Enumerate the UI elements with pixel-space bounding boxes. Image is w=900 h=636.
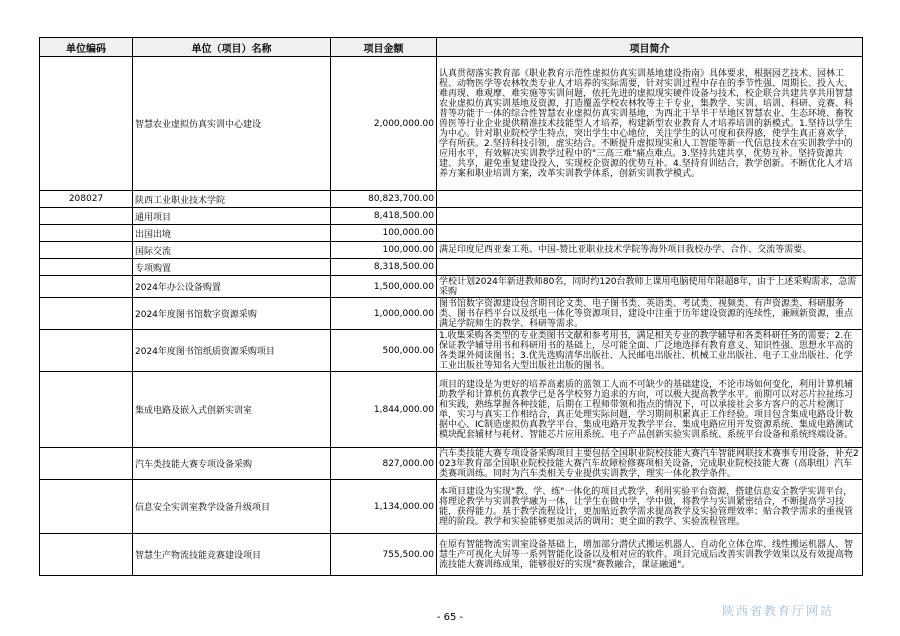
- cell-name: 出国出境: [133, 225, 331, 242]
- header-amount: 项目金额: [331, 38, 437, 57]
- cell-description: [437, 225, 863, 242]
- cell-code: [40, 330, 133, 372]
- table-row: [40, 448, 863, 480]
- cell-code: [40, 208, 133, 225]
- cell-description: [437, 259, 863, 276]
- cell-amount: 1,844,000.00: [331, 372, 437, 448]
- table-row: [40, 330, 863, 372]
- table-row: [40, 225, 863, 242]
- cell-name: 信息安全实训室教学设备升级项目: [133, 480, 331, 534]
- cell-name: 国际交流: [133, 242, 331, 259]
- cell-code: [40, 534, 133, 576]
- cell-amount: 500,000.00: [331, 330, 437, 372]
- cell-name: 智慧农业虚拟仿真实训中心建设: [133, 57, 331, 191]
- table-row: [40, 276, 863, 298]
- cell-amount: 8,318,500.00: [331, 259, 437, 276]
- cell-description: 学校计划2024年新进教师80名，同时约120台教师上课用电脑使用年限超8年，由于上述采购需求，急需采购: [437, 276, 863, 298]
- cell-description: [437, 208, 863, 225]
- cell-code: [40, 242, 133, 259]
- cell-name: 专项购置: [133, 259, 331, 276]
- cell-code: [40, 259, 133, 276]
- budget-table: [39, 37, 863, 576]
- cell-name: 2024年办公设备购置: [133, 276, 331, 298]
- cell-name: 2024年度图书馆数字资源采购: [133, 298, 331, 330]
- header-name: 单位（项目）名称: [133, 38, 331, 57]
- cell-name: 2024年度图书馆纸质资源采购项目: [133, 330, 331, 372]
- cell-name: 智慧生产物流技能竞赛建设项目: [133, 534, 331, 576]
- page-number: - 65 -: [436, 612, 464, 623]
- cell-code: [40, 276, 133, 298]
- cell-code: [40, 298, 133, 330]
- cell-code: [40, 448, 133, 480]
- cell-amount: 100,000.00: [331, 242, 437, 259]
- table-row: [40, 480, 863, 534]
- table-row: [40, 191, 863, 208]
- cell-description: 满足印度尼西亚秦工苑、中国-赞比亚职业技术学院等海外项目我校办学、合作、交流等需要。: [437, 242, 863, 259]
- cell-code: [40, 372, 133, 448]
- cell-code: [40, 57, 133, 191]
- cell-description: 汽车类技能大赛专项设备采购项目主要包括全国职业院校技能大赛汽车智能网联技术赛事专用设备，补充2023年教育部全国职业院校技能大赛汽车故障检修赛项相关设备，完成职业院校技能大赛（高职组）汽车类赛项训练。同时为汽车类相关专业提供实训教学，理实一体化教学条件。: [437, 448, 863, 480]
- table-row: [40, 372, 863, 448]
- table-header-row: [40, 38, 863, 57]
- cell-name: 通用项目: [133, 208, 331, 225]
- table-row: [40, 208, 863, 225]
- cell-description: 图书馆数字资源建设包含期刊论文类、电子图书类、英语类、考试类、视频类、有声资源类、科研服务类、图书存档平台以及纸电一体化等资源项目，建设中注重于历年建设资源的连续性，兼顾新资源，重点满足学院师生的教学、科研等需求。: [437, 298, 863, 330]
- table-row: [40, 534, 863, 576]
- cell-amount: 100,000.00: [331, 225, 437, 242]
- cell-name: 集成电路及嵌入式创新实训室: [133, 372, 331, 448]
- table-row: [40, 242, 863, 259]
- header-code: 单位编码: [40, 38, 133, 57]
- cell-description: 认真贯彻落实教育部《职业教育示范性虚拟仿真实训基地建设指南》具体要求，根据园艺技术、园林工程、动物医学等农林牧类专业人才培养的实际需要，针对实训过程中存在的季节性强、周期长、投入大、难再现、难观摩、难实施等实训问题，依托先进的虚拟现实硬件设备与技术，校企联合共建共享共用智慧农业虚拟仿真实训基地及资源，打造覆盖学校农林牧等主干专业，集教学、实训、培训、科研、竞赛、科普等功能于一体的综合性智慧农业虚拟仿真实训基地，为西北干旱半干旱地区智慧农业、生态环境、畜牧兽医等行业企业提供精准技术技能型人才培养，构建新型农业教育人才培养培训的新模式。1.坚持以学生为中心。针对职业院校学生特点，突出学生中心地位，关注学生的认可度和获得感，使学生真正喜欢学，学有所获。2.坚持科技引领，虚实结合。不断提升虚拟现实和人工智能等新一代信息技术在实训教学中的应用水平，有效解决实训教学过程中的"三高三难"痛点难点。3.坚持共建共享，优势互补。坚持资源共建、共享，避免重复建设投入，实现校企资源的优势互补。4.坚持育训结合，教学创新。不断优化人才培养方案和职业培训方案，改革实训教学体系，创新实训教学模式。: [437, 57, 863, 191]
- header-description: 项目简介: [437, 38, 863, 57]
- cell-description: 在原有智能物流实训室设备基础上，增加部分潜伏式搬运机器人、自动化立体仓库、线性搬运机器人、智慧生产可视化大屏等一系列智能化设备以及相对应的软件。项目完成后改善实训教学效果以及有效提高物流技能大赛训练成果，能够很好的实现"赛教融合，课证融通"。: [437, 534, 863, 576]
- cell-amount: 1,000,000.00: [331, 298, 437, 330]
- cell-amount: 80,823,700.00: [331, 191, 437, 208]
- table-row: [40, 298, 863, 330]
- cell-description: [437, 191, 863, 208]
- cell-amount: 8,418,500.00: [331, 208, 437, 225]
- cell-amount: 1,134,000.00: [331, 480, 437, 534]
- cell-description: 1.收集采购各类型的专业类图书文献和参考用书，满足相关专业的教学辅导和各类科研任务的需要；2.在保证教学辅导用书和科研用书的基础上，尽可能全面、广泛地选择有教育意义、知识性强、思想水平高的各类课外阅读图书；3.优先选购清华出版社、人民邮电出版社、机械工业出版社、电子工业出版社、化学工业出版社等知名大型出版社出版的图书。: [437, 330, 863, 372]
- cell-code: [40, 225, 133, 242]
- cell-amount: 2,000,000.00: [331, 57, 437, 191]
- cell-name: 陕西工业职业技术学院: [133, 191, 331, 208]
- cell-name: 汽车类技能大赛专项设备采购: [133, 448, 331, 480]
- table-row: [40, 259, 863, 276]
- cell-code: [40, 480, 133, 534]
- cell-description: 本项目建设为实现"教、学、练"一体化的项目式教学，利用实验平台资源，搭建信息安全教学实训平台，将理论教学与实训教学融为一体，让学生在做中学，学中做，将教学与实训紧密结合，不断提高学习技能，获得能力。基于教学流程设计，更加贴近教学需求提高教学及实验管理效率；贴合教学需求的重视管理的阶段。教学和实验能够更加灵活的调用；更全面的教学、实验流程管理。: [437, 480, 863, 534]
- cell-amount: 755,500.00: [331, 534, 437, 576]
- cell-amount: 1,500,000.00: [331, 276, 437, 298]
- site-watermark: 陕西省教育厅网站: [722, 604, 835, 618]
- cell-description: 项目的建设是为更好的培养高素质的蓝领工人而不可缺少的基础建设，不论市场如何变化，利用计算机辅助教学和计算机仿真教学已是各学校努力追求的方向，可以极大提高教学水平。前期可以对芯片拉扯练习和实践，熟练掌握各种技能，后期在工程师带领和指点的情况下，可以承接社会多方客户的芯片检测订单，实习与真实工作相结合，真正处理实际问题，学习期间积累真正工作经验。项目包含集成电路设计数据中心、IC制造虚拟仿真教学平台、集成电路开发教学平台、集成电路应用开发资源系统、集成电路测试模块配套辅材与耗材、智能芯片应用系统、电子产品创新实验实训系统、系统平台设备和系统终端设备。: [437, 372, 863, 448]
- cell-code: 208027: [40, 191, 133, 208]
- cell-amount: 827,000.00: [331, 448, 437, 480]
- table-row: [40, 57, 863, 191]
